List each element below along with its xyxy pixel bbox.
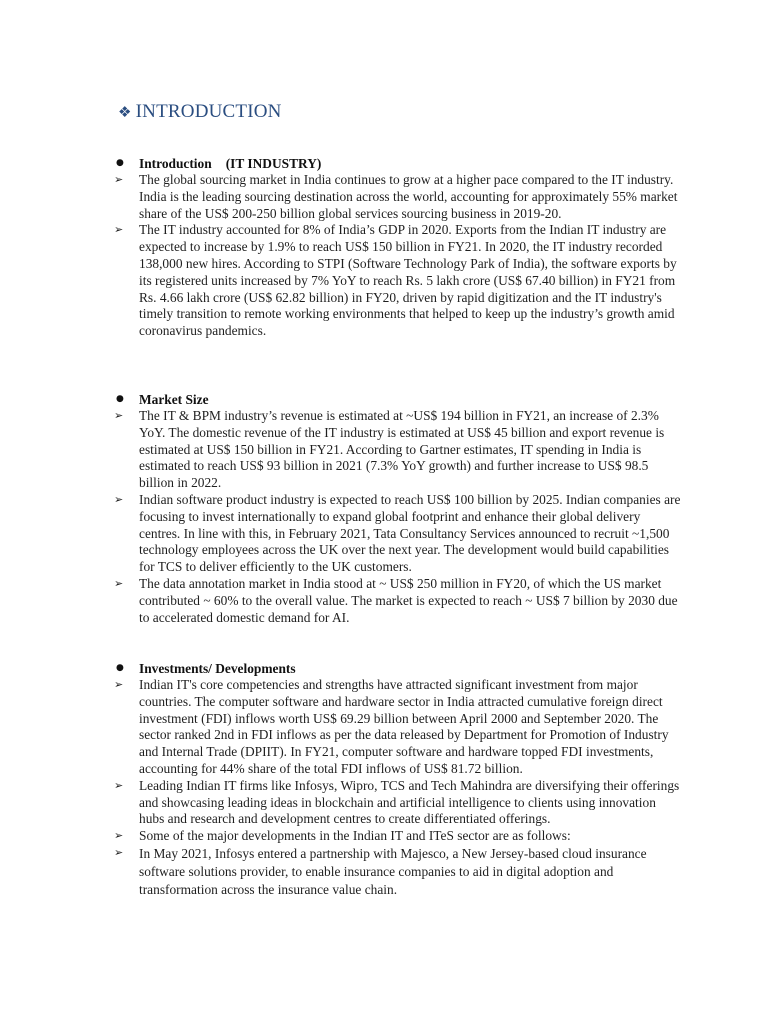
arrow-bullet-icon: ➢ [114, 173, 124, 186]
arrow-bullet-icon: ➢ [114, 778, 124, 792]
arrow-bullet-icon: ➢ [114, 829, 124, 843]
list-item-text: The IT & BPM industry’s revenue is estimated at ~US$ 194 billion in FY21, an increase of 2.3% YoY. The domestic revenue of the IT industry is estimated at US$ 45 billion and export revenue is estimated at US$ 150 billion in FY21. According to Gartner estimates, IT spending in India is estimated to reach US$ 93 billion in 2021 (7.3% YoY growth) and further increase to US$ 98.5 billion in 2022. [139, 408, 665, 491]
section-title-text: Investments/ Developments [139, 661, 296, 676]
list-item [114, 828, 684, 845]
list-item [114, 492, 684, 576]
section-title [114, 391, 684, 408]
list-item [114, 222, 684, 340]
section-investments [114, 660, 684, 899]
bullet-dot-icon: ● [116, 663, 124, 673]
section-title-extra: (IT INDUSTRY) [225, 156, 322, 171]
list-item [114, 408, 684, 492]
arrow-bullet-icon: ➢ [114, 845, 124, 859]
arrow-bullet-icon: ➢ [114, 576, 124, 590]
heading-title: INTRODUCTION [135, 101, 282, 122]
list-item-text: In May 2021, Infosys entered a partnership with Majesco, a New Jersey-based cloud insurance software solutions provider, to enable insurance companies to aid in digital adoption and transformation across the insurance value chain. [139, 845, 647, 897]
introduction-heading [118, 101, 282, 123]
list-item-text: Indian software product industry is expected to reach US$ 100 billion by 2025. Indian companies are focusing to invest internationally to expand global footprint and enhance their global delivery centres. In line with this, in February 2021, Tata Consultancy Services announced to recruit ~1,500 technology employees across the UK over the next year. The development would build capabilities for TCS to deliver efficiently to the UK customers. [139, 491, 681, 575]
list-item-text: The IT industry accounted for 8% of India’s GDP in 2020. Exports from the Indian IT industry are expected to increase by 1.9% to reach US$ 150 billion in FY21. In 2020, the IT industry recorded 138,000 new hires. According to STPI (Software Technology Park of India), the software exports by its registered units increased by 7% YoY to reach Rs. 5 lakh crore (US$ 67.40 billion) in FY21 from Rs. 4.66 lakh crore (US$ 62.82 billion) in FY20, driven by rapid digitization and the IT industry's timely transition to remote working environments that helped to keep up the industry’s growth amid coronavirus pandemics. [139, 222, 677, 339]
section-introduction [114, 155, 684, 340]
diamond-bullet-icon: ❖ [118, 103, 132, 121]
list-item-text: The data annotation market in India stood at ~ US$ 250 million in FY20, of which the US market contributed ~ 60% to the overall value. The market is expected to reach ~ US$ 7 billion by 2030 due to accelerated domestic demand for AI. [139, 575, 678, 625]
list-item-text: The global sourcing market in India continues to grow at a higher pace compared to the IT industry. India is the leading sourcing destination across the world, accounting for approximately 55% market share of the US$ 200-250 billion global services sourcing business in 2019-20. [139, 172, 678, 221]
arrow-bullet-icon: ➢ [114, 678, 124, 691]
bullet-dot-icon: ● [116, 394, 124, 404]
list-item [114, 576, 684, 626]
section-title-text: Introduction [139, 156, 212, 171]
list-item [114, 172, 684, 222]
section-title [114, 660, 684, 677]
section-title [114, 155, 684, 172]
list-item [114, 778, 684, 828]
list-item-text: Some of the major developments in the Indian IT and ITeS sector are as follows: [139, 828, 571, 844]
section-market-size [114, 391, 684, 626]
section-title-text: Market Size [139, 392, 209, 407]
list-item-text: Leading Indian IT firms like Infosys, Wipro, TCS and Tech Mahindra are diversifying their offerings and showcasing leading ideas in blockchain and artificial intelligence to clients using innovation hubs and research and development centres to create differentiated offerings. [139, 777, 680, 827]
list-item-text: Indian IT's core competencies and strengths have attracted significant investment from major countries. The computer software and hardware sector in India attracted cumulative foreign direct investment (FDI) inflows worth US$ 69.29 billion between April 2000 and September 2020. The sector ranked 2nd in FDI inflows as per the data released by Department for Promotion of Industry and Internal Trade (DPIIT). In FY21, computer software and hardware topped FDI investments, accounting for 44% share of the total FDI inflows of US$ 81.72 billion. [139, 677, 669, 776]
arrow-bullet-icon: ➢ [114, 492, 124, 506]
arrow-bullet-icon: ➢ [114, 223, 124, 237]
bullet-dot-icon: ● [116, 158, 124, 168]
arrow-bullet-icon: ➢ [114, 409, 124, 422]
list-item [114, 677, 684, 778]
list-item [114, 845, 684, 899]
